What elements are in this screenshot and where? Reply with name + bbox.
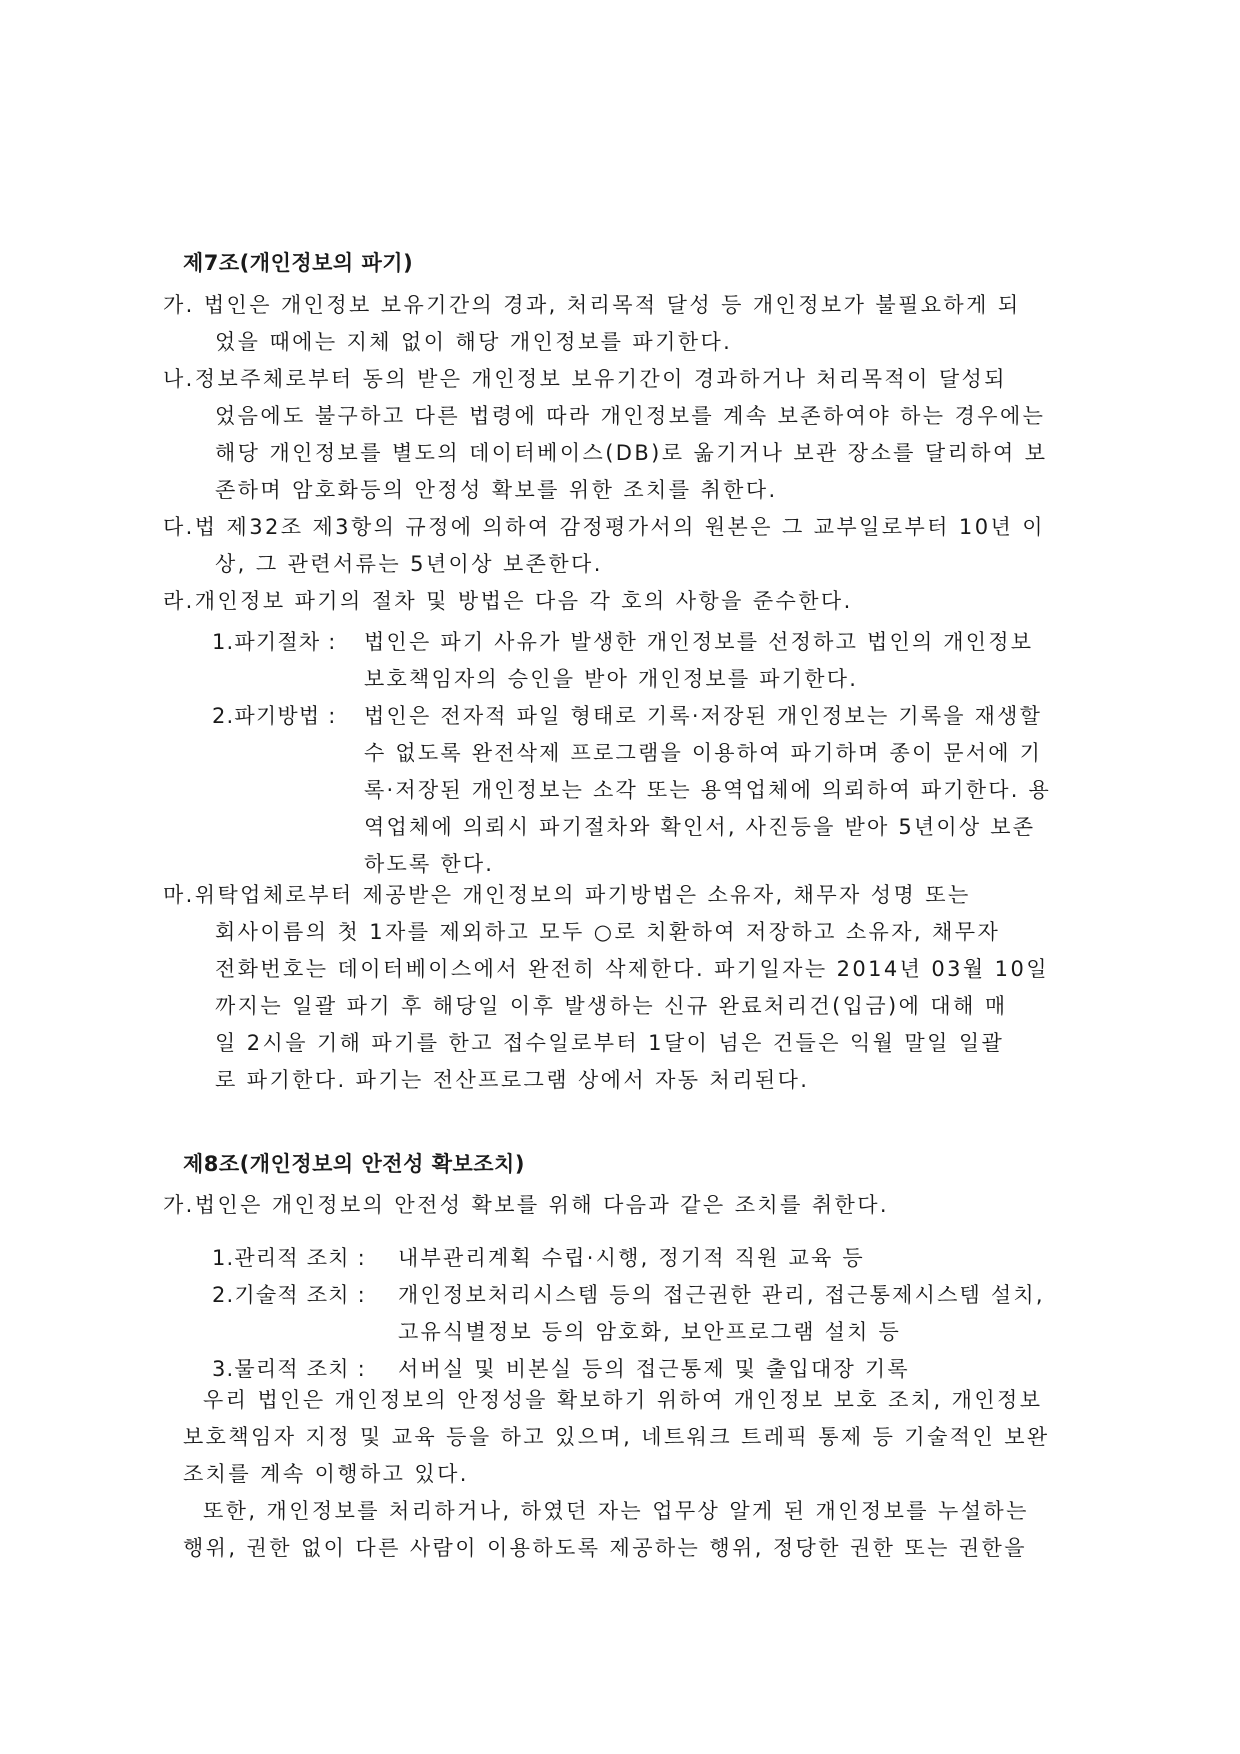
destruction-method-line-5: 하도록 한다. xyxy=(364,852,495,876)
technical-measure-label: 2.기술적 조치 : xyxy=(212,1283,366,1307)
destruction-method-line-1: 법인은 전자적 파일 형태로 기록·저장된 개인정보는 기록을 재생할 xyxy=(364,704,1043,728)
article-7-item-ma-line-6: 로 파기한다. 파기는 전산프로그램 상에서 자동 처리된다. xyxy=(215,1068,810,1092)
article-7-item-ga-line-1: 가. 법인은 개인정보 보유기간의 경과, 처리목적 달성 등 개인정보가 불필요하게 되 xyxy=(163,293,1021,317)
physical-measure-text: 서버실 및 비본실 등의 접근통제 및 출입대장 기록 xyxy=(398,1357,910,1381)
article-7-item-na-line-2: 었음에도 불구하고 다른 법령에 따라 개인정보를 계속 보존하여야 하는 경우에는 xyxy=(215,404,1046,428)
article-7-item-ma-line-1: 마.위탁업체로부터 제공받은 개인정보의 파기방법은 소유자, 채무자 성명 또는 xyxy=(163,883,971,907)
article-7-item-ra-line-1: 라.개인정보 파기의 절차 및 방법은 다음 각 호의 사항을 준수한다. xyxy=(163,589,853,613)
article-7-item-ma-line-2: 회사이름의 첫 1자를 제외하고 모두 ○로 치환하여 저장하고 소유자, 채무자 xyxy=(215,920,1001,944)
administrative-measure-text: 내부관리계획 수립·시행, 정기적 직원 교육 등 xyxy=(398,1246,865,1270)
destruction-method-line-2: 수 없도록 완전삭제 프로그램을 이용하여 파기하며 종이 문서에 기 xyxy=(364,741,1043,765)
article-7-item-ma-line-4: 까지는 일괄 파기 후 해당일 이후 발생하는 신규 완료처리건(입금)에 대해 매 xyxy=(215,994,1008,1018)
administrative-measure-label: 1.관리적 조치 : xyxy=(212,1246,366,1270)
article-7-heading: 제7조(개인정보의 파기) xyxy=(183,251,414,275)
article-8-item-ga-line-1: 가.법인은 개인정보의 안전성 확보를 위해 다음과 같은 조치를 취한다. xyxy=(163,1193,889,1217)
article-8-paragraph-1-line-3: 조치를 계속 이행하고 있다. xyxy=(183,1462,469,1486)
destruction-method-line-4: 역업체에 의뢰시 파기절차와 확인서, 사진등을 받아 5년이상 보존 xyxy=(364,815,1036,839)
article-7-item-da-line-2: 상, 그 관련서류는 5년이상 보존한다. xyxy=(215,552,603,576)
article-8-paragraph-2-line-1: 또한, 개인정보를 처리하거나, 하였던 자는 업무상 알게 된 개인정보를 누설하는 xyxy=(203,1499,1029,1523)
article-7-item-da-line-1: 다.법 제32조 제3항의 규정에 의하여 감정평가서의 원본은 그 교부일로부터 10년 이 xyxy=(163,515,1045,539)
destruction-procedure-line-1: 법인은 파기 사유가 발생한 개인정보를 선정하고 법인의 개인정보 xyxy=(364,630,1034,654)
article-7-item-ma-line-3: 전화번호는 데이터베이스에서 완전히 삭제한다. 파기일자는 2014년 03월 10일 xyxy=(215,957,1049,981)
physical-measure-label: 3.물리적 조치 : xyxy=(212,1357,366,1381)
article-8-heading: 제8조(개인정보의 안전성 확보조치) xyxy=(183,1152,525,1176)
article-8-paragraph-2-line-2: 행위, 권한 없이 다른 사람이 이용하도록 제공하는 행위, 정당한 권한 또는 권한을 xyxy=(183,1536,1027,1560)
destruction-method-label: 2.파기방법 : xyxy=(212,704,337,728)
destruction-method-line-3: 록·저장된 개인정보는 소각 또는 용역업체에 의뢰하여 파기한다. 용 xyxy=(364,778,1051,802)
technical-measure-line-2: 고유식별정보 등의 암호화, 보안프로그램 설치 등 xyxy=(398,1320,901,1344)
destruction-procedure-line-2: 보호책임자의 승인을 받아 개인정보를 파기한다. xyxy=(364,667,859,691)
article-8-paragraph-1-line-1: 우리 법인은 개인정보의 안정성을 확보하기 위하여 개인정보 보호 조치, 개인정보 xyxy=(203,1388,1043,1412)
destruction-procedure-label: 1.파기절차 : xyxy=(212,630,337,654)
article-7-item-ga-line-2: 었을 때에는 지체 없이 해당 개인정보를 파기한다. xyxy=(215,330,733,354)
article-7-item-na-line-3: 해당 개인정보를 별도의 데이터베이스(DB)로 옮기거나 보관 장소를 달리하여 보 xyxy=(215,441,1048,465)
article-7-item-na-line-4: 존하며 암호화등의 안정성 확보를 위한 조치를 취한다. xyxy=(215,478,778,502)
technical-measure-line-1: 개인정보처리시스템 등의 접근권한 관리, 접근통제시스템 설치, xyxy=(398,1283,1045,1307)
article-8-paragraph-1-line-2: 보호책임자 지정 및 교육 등을 하고 있으며, 네트워크 트레픽 통제 등 기술적인 보완 xyxy=(183,1425,1050,1449)
article-7-item-ma-line-5: 일 2시을 기해 파기를 한고 접수일로부터 1달이 넘은 건들은 익월 말일 일괄 xyxy=(215,1031,1005,1055)
article-7-item-na-line-1: 나.정보주체로부터 동의 받은 개인정보 보유기간이 경과하거나 처리목적이 달성되 xyxy=(163,367,1007,391)
